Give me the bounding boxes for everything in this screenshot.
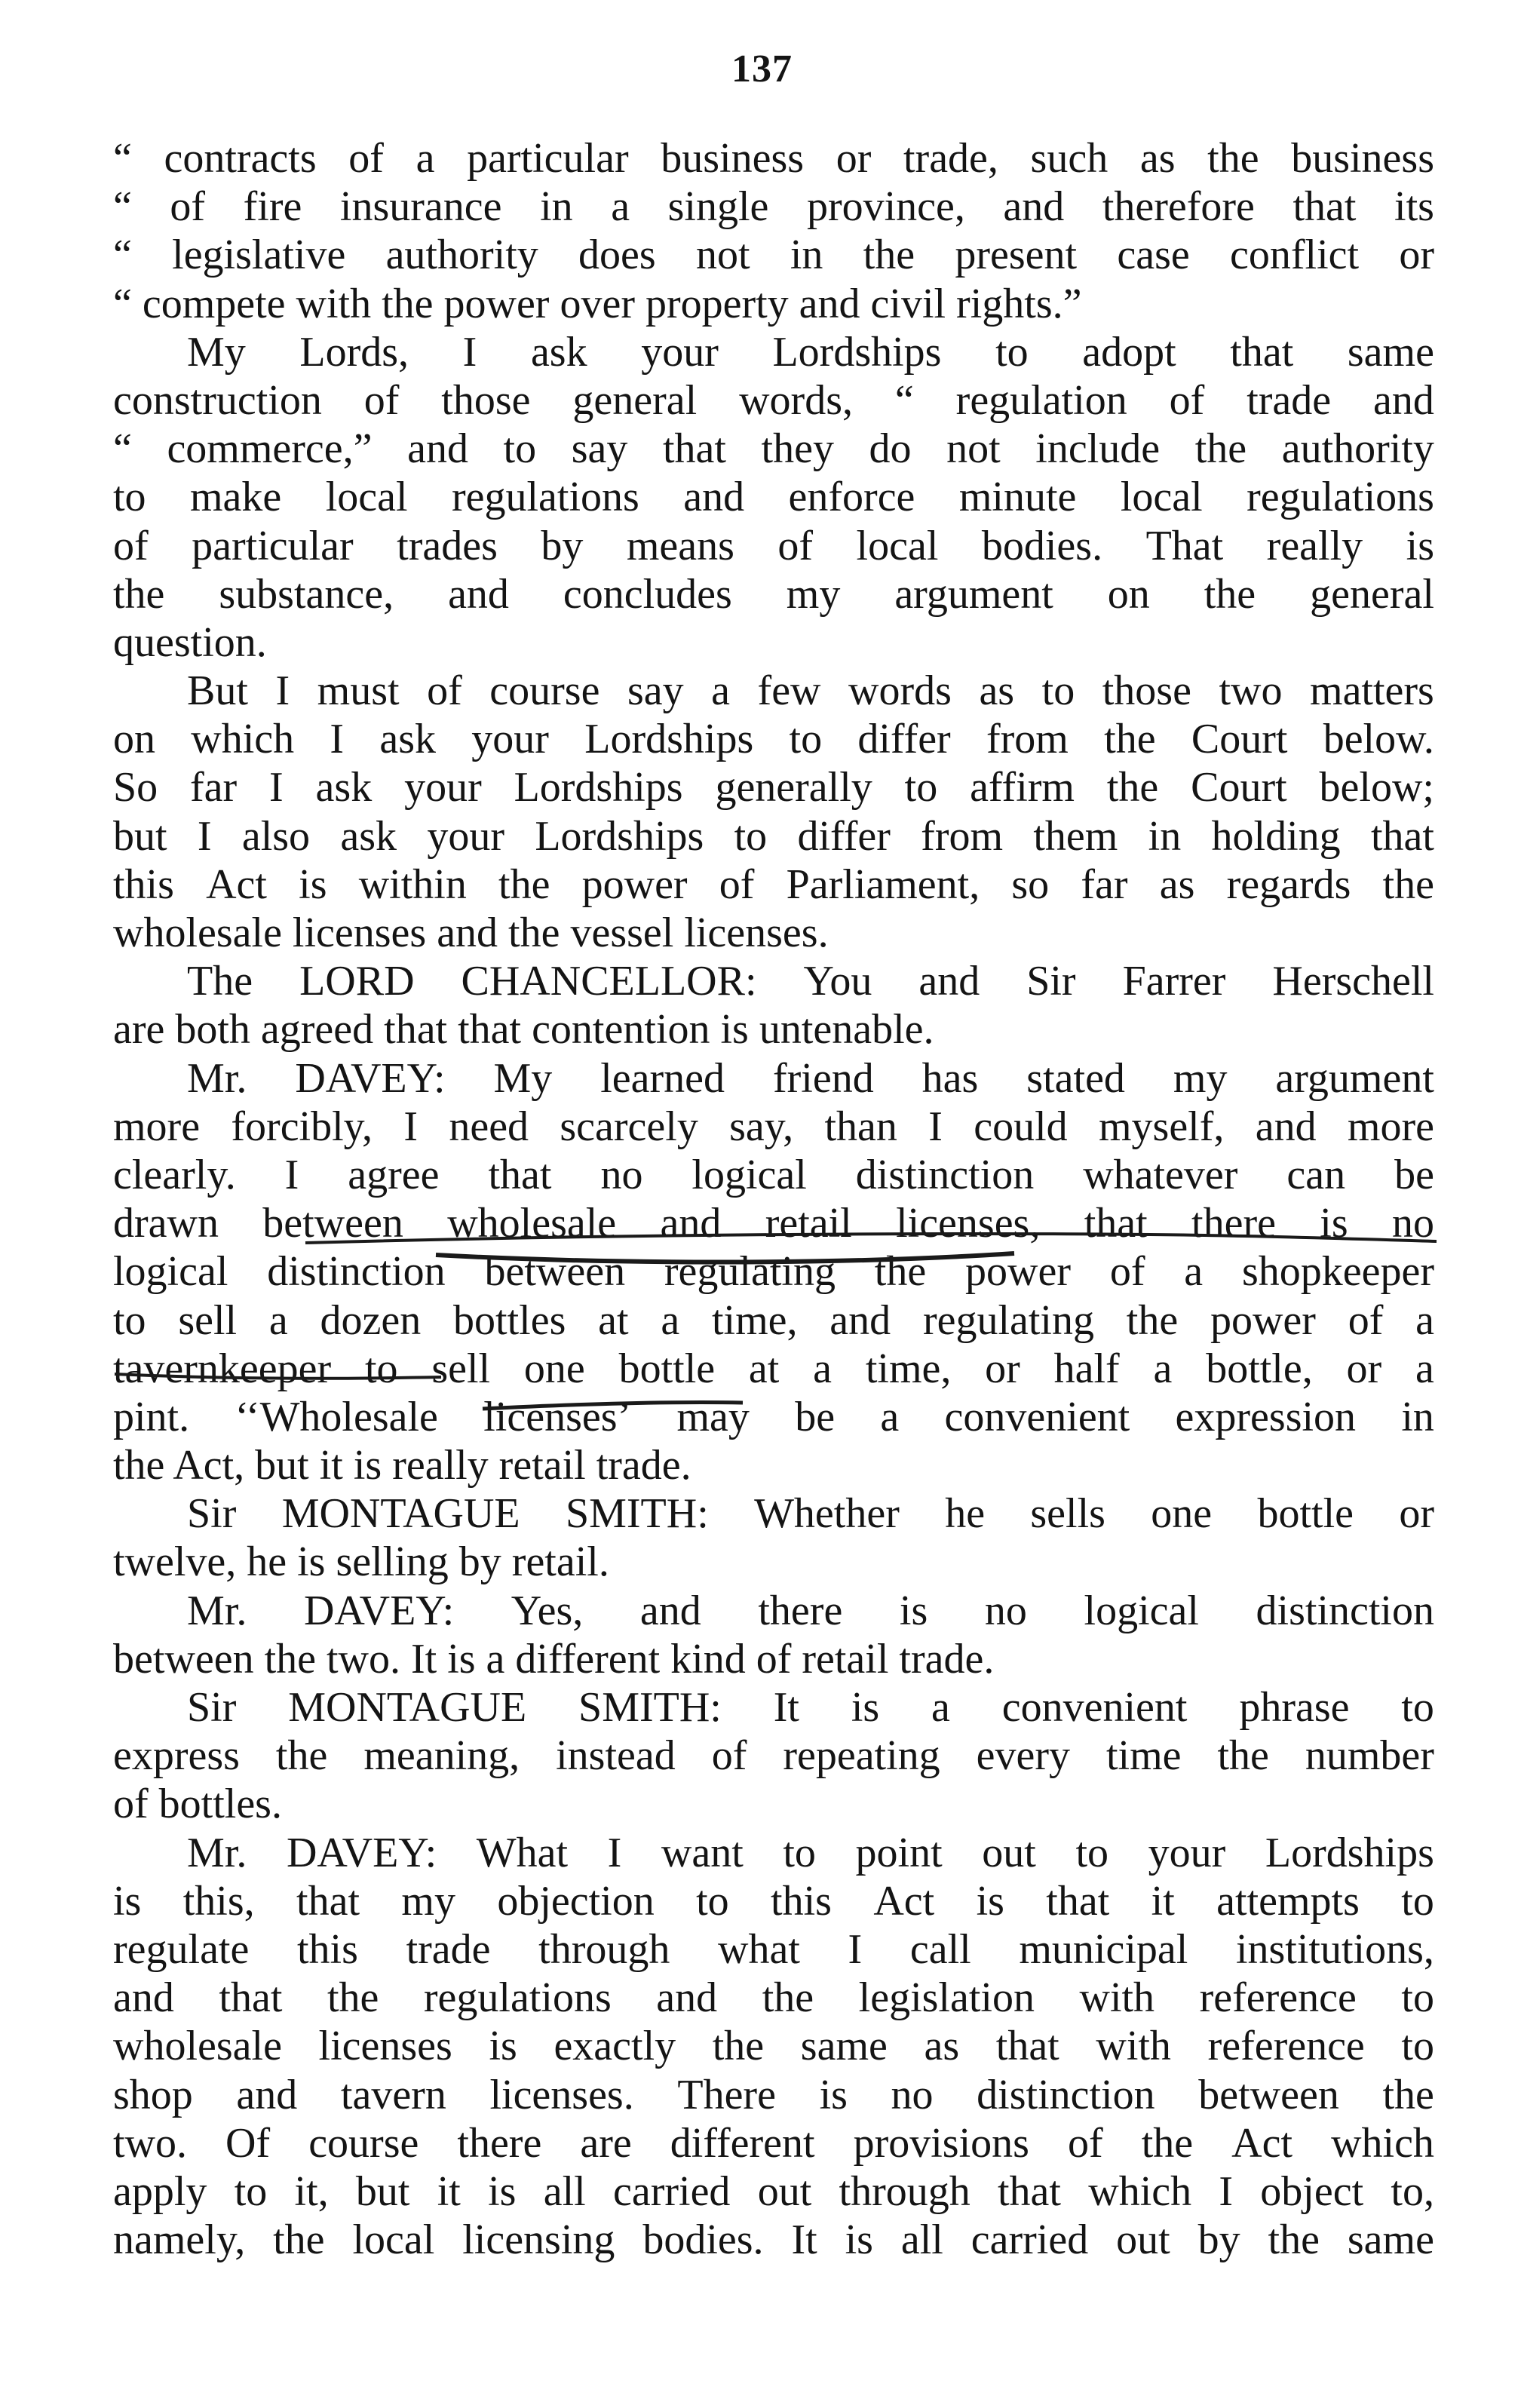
text-line: Mr. DAVEY: What I want to point out to your Lordships — [187, 1829, 1434, 1876]
text-line: more forcibly, I need scarcely say, than I could myself, and more — [113, 1103, 1434, 1150]
text-line: is this, that my objection to this Act is that it attempts to — [113, 1877, 1434, 1925]
text-line: Mr. DAVEY: My learned friend has stated my argument — [187, 1054, 1434, 1102]
text-line: “ compete with the power over property and civil rights.” — [113, 280, 1082, 327]
text-line: of bottles. — [113, 1781, 282, 1828]
text-line: wholesale licenses is exactly the same as that with reference to — [113, 2023, 1434, 2070]
text-line: express the meaning, instead of repeating every time the number — [113, 1732, 1434, 1780]
text-line: question. — [113, 618, 267, 666]
text-line: construction of those general words, “ regulation of trade and — [113, 376, 1434, 424]
text-line: Sir MONTAGUE SMITH: It is a convenient phrase to — [187, 1684, 1434, 1731]
text-line: to sell a dozen bottles at a time, and regulating the power of a — [113, 1296, 1434, 1344]
text-line: logical distinction between regulating the power of a shopkeeper — [113, 1248, 1434, 1296]
text-line: My Lords, I ask your Lordships to adopt that same — [187, 328, 1434, 376]
text-line: namely, the local licensing bodies. It is all carried out by the same — [113, 2216, 1434, 2264]
text-line: But I must of course say a few words as to those two matters — [187, 667, 1434, 715]
text-line: of particular trades by means of local bodies. That really is — [113, 522, 1434, 569]
text-line: are both agreed that that contention is untenable. — [113, 1006, 934, 1054]
text-line: So far I ask your Lordships generally to affirm the Court below; — [113, 764, 1434, 811]
text-line: the Act, but it is really retail trade. — [113, 1442, 691, 1489]
text-line: The LORD CHANCELLOR: You and Sir Farrer Herschell — [187, 958, 1434, 1005]
text-line: on which I ask your Lordships to differ from the Court below. — [113, 716, 1434, 763]
text-line: apply to it, but it is all carried out through that which I object to, — [113, 2167, 1434, 2215]
text-line: clearly. I agree that no logical distinction whatever can be — [113, 1151, 1434, 1198]
text-line: “ contracts of a particular business or trade, such as the business — [113, 135, 1434, 182]
body-text — [113, 134, 1434, 2264]
text-line: regulate this trade through what I call municipal institutions, — [113, 1925, 1434, 1973]
text-line: Sir MONTAGUE SMITH: Whether he sells one bottle or — [187, 1490, 1434, 1538]
text-line: “ commerce,” and to say that they do not include the authority — [113, 425, 1434, 473]
text-line: pint. ‘‘Wholesale licenses’ may be a convenient expression in — [113, 1393, 1434, 1440]
text-line: but I also ask your Lordships to differ from them in holding that — [113, 812, 1434, 860]
text-line: two. Of course there are different provisions of the Act which — [113, 2119, 1434, 2167]
text-line: this Act is within the power of Parliament, so far as regards the — [113, 860, 1434, 908]
text-line: wholesale licenses and the vessel licenses. — [113, 910, 829, 956]
text-line: tavernkeeper to sell one bottle at a time, or half a bottle, or a — [113, 1345, 1434, 1392]
text-line: “ legislative authority does not in the present case conflict or — [113, 232, 1434, 279]
text-line: to make local regulations and enforce minute local regulations — [113, 474, 1434, 521]
page-number: 137 — [731, 48, 793, 90]
text-line: shop and tavern licenses. There is no distinction between the — [113, 2071, 1434, 2118]
text-line: the substance, and concludes my argument on the general — [113, 570, 1434, 618]
text-line: “ of fire insurance in a single province, and therefore that its — [113, 183, 1434, 231]
text-line: twelve, he is selling by retail. — [113, 1538, 609, 1586]
text-line: and that the regulations and the legislation with reference to — [113, 1974, 1434, 2022]
text-line: between the two. It is a different kind of retail trade. — [113, 1635, 995, 1683]
text-line: drawn between wholesale and retail licenses, that there is no — [113, 1200, 1434, 1247]
text-line: Mr. DAVEY: Yes, and there is no logical distinction — [187, 1587, 1434, 1634]
